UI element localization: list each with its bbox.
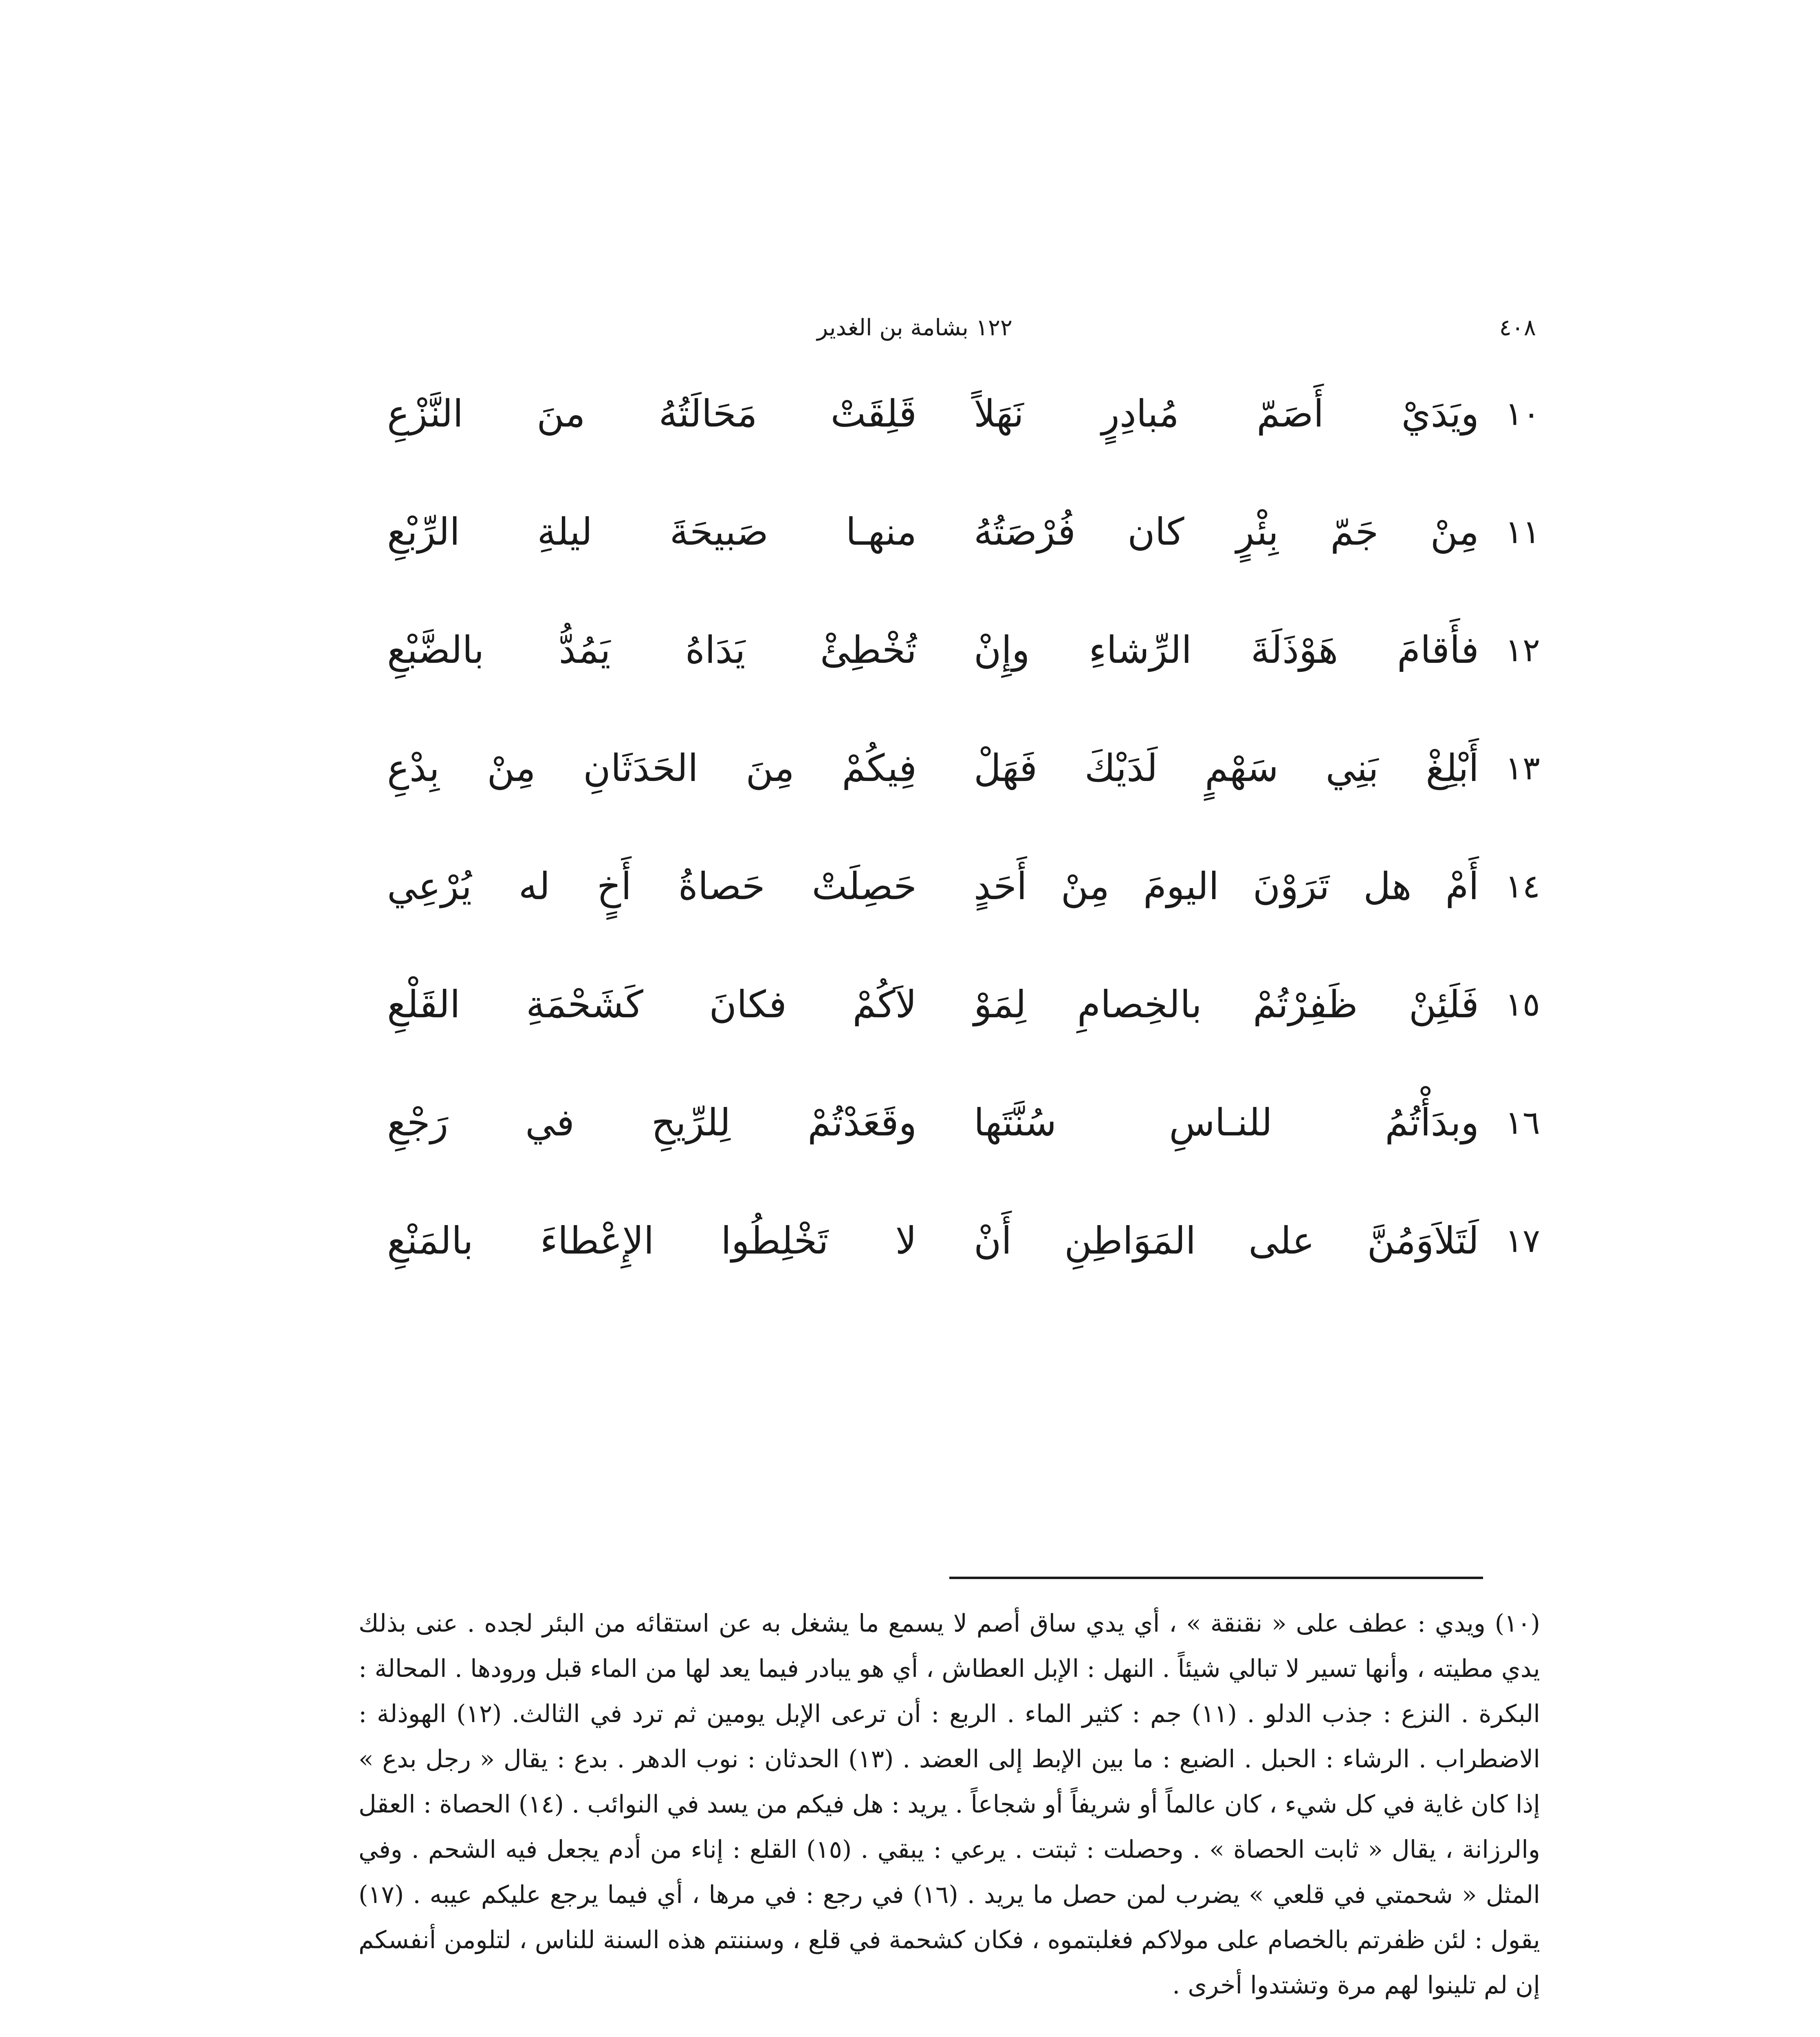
first-hemistich: فأَقامَ هَوْذَلَةَ الرِّشاءِ وإِنْ [974,628,1479,672]
second-hemistich: وقَعَدْتُمْ لِلرِّيحِ في رَجْعِ [387,1100,917,1144]
verse-line [359,827,1540,945]
verse-line [359,354,1540,473]
second-hemistich: منهـا صَبيحَةَ ليلةِ الرِّبْعِ [387,510,917,554]
running-title: ١٢٢ بشامة بن الغدير [817,315,1012,341]
verse-number: ١٤ [1505,867,1540,905]
first-hemistich: لَتَلاَوَمُنَّ على المَوَاطِنِ أَنْ [974,1219,1479,1263]
second-hemistich: فِيكُمْ مِنَ الحَدَثَانِ مِنْ بِدْعِ [387,746,917,790]
first-hemistich: فَلَئِنْ ظَفِرْتُمْ بالخِصامِ لِمَوْ [974,982,1479,1026]
second-hemistich: لا تَخْلِطُوا الإِعْطاءَ بالمَنْعِ [387,1219,917,1263]
footnote-divider [949,1577,1483,1579]
verse-number: ١٠ [1505,394,1540,433]
verse-number: ١٥ [1505,985,1540,1023]
verse-number: ١٧ [1505,1221,1540,1260]
verse-number: ١٦ [1505,1103,1540,1142]
first-hemistich: وبدَأْتُمُ للنـاسِ سُنَّتَها [974,1100,1479,1144]
footnote-text: (١٠) ويدي : عطف على « نقنقة » ، أي يدي ساق أصم لا يسمع ما يشغل به عن استقائه من البئر لجده . عنى بذلك يدي مطيته ، وأنها تسير لا تبالي شيئاً . النهل : الإبل العطاش ، أي هو يبادر فيما يعد لها من الماء قبل ورودها . المحالة : البكرة . النزع : جذب الدلو . (١١) جم : كثير الماء . الربع : أن ترعى الإبل يومين ثم ترد في الثالث. (١٢) الهوذلة : الاضطراب . الرشاء : الحبل . الضبع : ما بين الإبط إلى العضد . (١٣) الحدثان : نوب الدهر . بدع : يقال « رجل بدع » إذا كان غاية في كل شيء ، كان عالماً أو شريفاً أو شجاعاً . يريد : هل فيكم من يسد في النوائب . (١٤) الحصاة : العقل والرزانة ، يقال « ثابت الحصاة » . وحصلت : ثبتت . يرعي : يبقي . (١٥) القلع : إناء من أدم يجعل فيه الشحم . وفي المثل « شحمتي في قلعي » يضرب لمن حصل ما يريد . (١٦) في رجع : في مرها ، أي فيما يرجع عليكم عيبه . (١٧) يقول : لئن ظفرتم بالخصام على مولاكم فغلبتموه ، فكان كشحمة في قلع ، وسننتم هذه السنة للناس ، لتلومن أنفسكم إن لم تلينوا لهم مرة وتشتدوا أخرى . [359,1609,1541,2000]
page-header [367,310,1536,346]
first-hemistich: أَمْ هل تَرَوْنَ اليومَ مِنْ أَحَدٍ [974,864,1479,908]
verse-number: ١٣ [1505,749,1540,787]
verse-line [359,1181,1540,1300]
second-hemistich: لاَكُمْ فكانَ كَشَحْمَةِ القَلْعِ [387,982,917,1026]
footnotes [359,1601,1540,2008]
second-hemistich: تُخْطِئْ يَدَاهُ يَمُدُّ بالضَّبْعِ [387,628,917,672]
verse-number: ١٢ [1505,631,1540,669]
verse-line [359,1063,1540,1181]
verse-line [359,473,1540,591]
verse-line [359,591,1540,709]
verse-number: ١١ [1505,513,1540,551]
second-hemistich: حَصِلَتْ حَصاةُ أَخٍ له يُرْعِي [387,864,917,908]
page-number: ٤٠٨ [1499,315,1536,341]
verse-line [359,709,1540,827]
first-hemistich: مِنْ جَمّ بِئْرٍ كان فُرْصَتُهُ [974,510,1479,554]
first-hemistich: أَبْلِغْ بَنِي سَهْمٍ لَدَيْكَ فَهَلْ [974,746,1479,790]
first-hemistich: ويَدَيْ أَصَمّ مُبادِرٍ نَهَلاً [974,392,1479,436]
verse-line [359,945,1540,1063]
poem-verses [359,354,1540,1300]
second-hemistich: قَلِقَتْ مَحَالَتُهُ منَ النَّزْعِ [387,392,917,436]
